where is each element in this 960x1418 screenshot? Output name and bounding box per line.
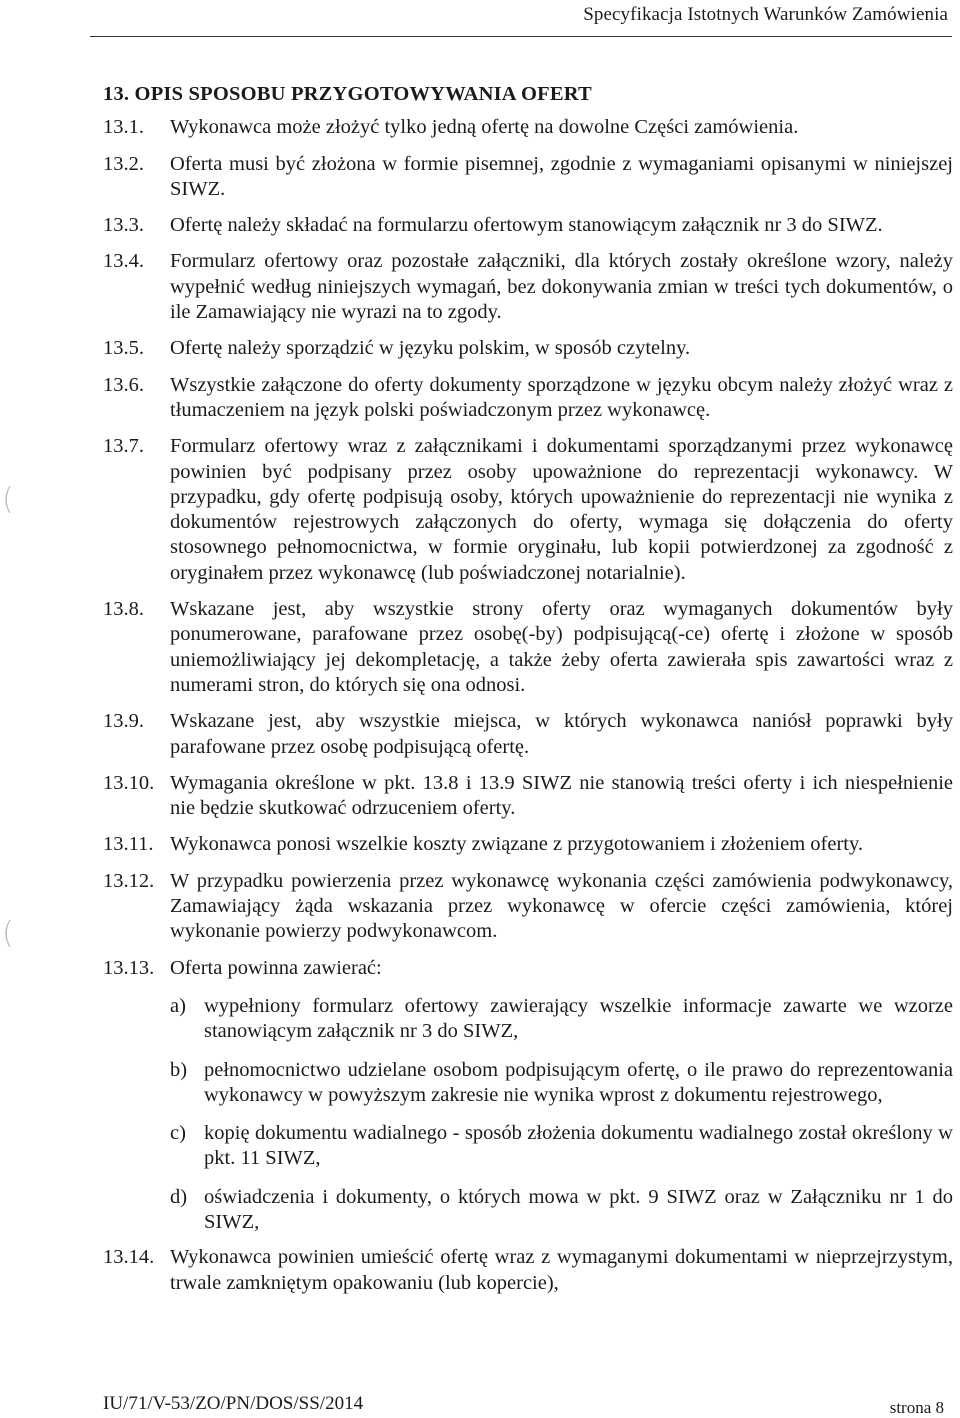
sub-item-text: kopię dokumentu wadialnego - sposób złożenia dokumentu wadialnego został określony w pkt. 11 SIWZ,	[204, 1122, 953, 1170]
list-item	[103, 434, 953, 586]
item-number: 13.2.	[103, 152, 144, 175]
item-number: 13.8.	[103, 598, 144, 621]
item-text: Wykonawca ponosi wszelkie koszty związane z przygotowaniem i złożeniem oferty.	[170, 833, 864, 856]
item-text: Oferta powinna zawierać:	[170, 956, 382, 979]
sub-item-letter: c)	[170, 1122, 186, 1145]
item-text: Wymagania określone w pkt. 13.8 i 13.9 SIWZ nie stanowią treści oferty i ich niespełnienie nie będzie skutkować odrzuceniem oferty.	[170, 771, 953, 820]
sub-item-text: pełnomocnictwo udzielane osobom podpisującym ofertę, o ile prawo do reprezentowania wykonawcy w powyższym zakresie nie wynika wprost z dokumentu rejestrowego,	[204, 1058, 953, 1106]
list-item	[103, 832, 953, 857]
list-item	[103, 213, 953, 238]
header-title: Specyfikacja Istotnych Warunków Zamówienia	[583, 4, 948, 25]
document-body	[103, 82, 953, 1307]
margin-bracket-mark: (	[2, 916, 14, 951]
item-number: 13.12.	[103, 869, 155, 892]
list-item	[103, 597, 953, 698]
list-item	[103, 1245, 953, 1296]
item-number: 13.1.	[103, 116, 144, 139]
header-divider	[90, 36, 952, 37]
item-text: Wykonawca powinien umieścić ofertę wraz z wymaganymi dokumentami w nieprzejrzystym, trwale zamkniętym opakowaniu (lub kopercie),	[170, 1246, 953, 1294]
sub-item-letter: a)	[170, 994, 186, 1017]
item-number: 13.10.	[103, 771, 155, 794]
list-item	[103, 373, 953, 424]
list-item	[103, 709, 953, 760]
item-number: 13.14.	[103, 1246, 155, 1269]
item-text: Wszystkie załączone do oferty dokumenty sporządzone w języku obcym należy złożyć wraz z tłumaczeniem na język polski poświadczonym przez wykonawcę.	[170, 373, 953, 421]
sub-item-text: oświadczenia i dokumenty, o których mowa w pkt. 9 SIWZ oraz w Załączniku nr 1 do SIWZ,	[204, 1185, 953, 1233]
item-number: 13.5.	[103, 337, 144, 360]
item-text: Oferta musi być złożona w formie pisemnej, zgodnie z wymaganiami opisanymi w niniejszej SIWZ.	[170, 152, 953, 200]
sub-list-item	[103, 994, 953, 1045]
item-number: 13.4.	[103, 250, 144, 273]
item-number: 13.11.	[103, 833, 154, 856]
page-number: strona 8	[889, 1398, 944, 1417]
section-title: 13. OPIS SPOSOBU PRZYGOTOWYWANIA OFERT	[103, 83, 592, 105]
list-item	[103, 771, 953, 822]
document-code: IU/71/V-53/ZO/PN/DOS/SS/2014	[103, 1393, 364, 1414]
item-text: Formularz ofertowy wraz z załącznikami i dokumentami sporządzanymi przez wykonawcę powinien być podpisany przez osoby upoważnione do reprezentacji wykonawcy. W przypadku, gdy ofertę podpisują osoby, których upoważnienie do reprezentacji nie wynika z dokumentów rejestrowych załączonych do oferty, wymaga się dołączenia do oferty stosownego pełnomocnictwa, w formie oryginału, lub kopii potwierdzonej za zgodność z oryginałem przez wykonawcę (lub poświadczonej notarialnie).	[170, 435, 953, 584]
item-number: 13.3.	[103, 214, 144, 237]
item-text: Wykonawca może złożyć tylko jedną ofertę na dowolne Części zamówienia.	[170, 116, 799, 139]
sub-item-letter: d)	[170, 1185, 188, 1208]
item-number: 13.9.	[103, 710, 144, 733]
list-item	[103, 249, 953, 325]
list-item	[103, 152, 953, 203]
margin-bracket-mark: (	[2, 482, 14, 517]
item-text: Ofertę należy składać na formularzu ofertowym stanowiącym załącznik nr 3 do SIWZ.	[170, 214, 883, 237]
sub-list-item	[103, 1058, 953, 1109]
sub-list-item	[103, 1121, 953, 1172]
item-text: Formularz ofertowy oraz pozostałe załączniki, dla których zostały określone wzory, należy wypełnić według niniejszych wymagań, bez dokonywania zmian w treści tych dokumentów, o ile Zamawiający nie wyrazi na to zgody.	[170, 250, 953, 324]
item-text: Wskazane jest, aby wszystkie strony oferty oraz wymaganych dokumentów były ponumerowane, parafowane przez osobę(-by) podpisującą(-ce) ofertę i złożone w sposób uniemożliwiający jej dekompletację, a także żeby oferta zawierała spis zawartości wraz z numerami stron, do których się ona odnosi.	[170, 598, 953, 696]
list-item	[103, 336, 953, 361]
list-item	[103, 956, 953, 981]
item-number: 13.7.	[103, 435, 144, 458]
list-item	[103, 115, 953, 140]
item-text: W przypadku powierzenia przez wykonawcę wykonania części zamówienia podwykonawcy, Zamawiający żąda wskazania przez wykonawcę w ofercie części zamówienia, której wykonanie powierzy podwykonawcom.	[170, 869, 953, 943]
sub-item-text: wypełniony formularz ofertowy zawierający wszelkie informacje zawarte we wzorze stanowiącym załącznik nr 3 do SIWZ,	[204, 994, 953, 1043]
item-number: 13.6.	[103, 373, 144, 396]
sub-item-letter: b)	[170, 1058, 188, 1081]
item-text: Ofertę należy sporządzić w języku polskim, w sposób czytelny.	[170, 337, 691, 360]
list-item	[103, 869, 953, 945]
item-text: Wskazane jest, aby wszystkie miejsca, w których wykonawca naniósł poprawki były parafowane przez osobę podpisującą ofertę.	[170, 710, 953, 758]
item-number: 13.13.	[103, 956, 155, 979]
sub-list-item	[103, 1185, 953, 1236]
